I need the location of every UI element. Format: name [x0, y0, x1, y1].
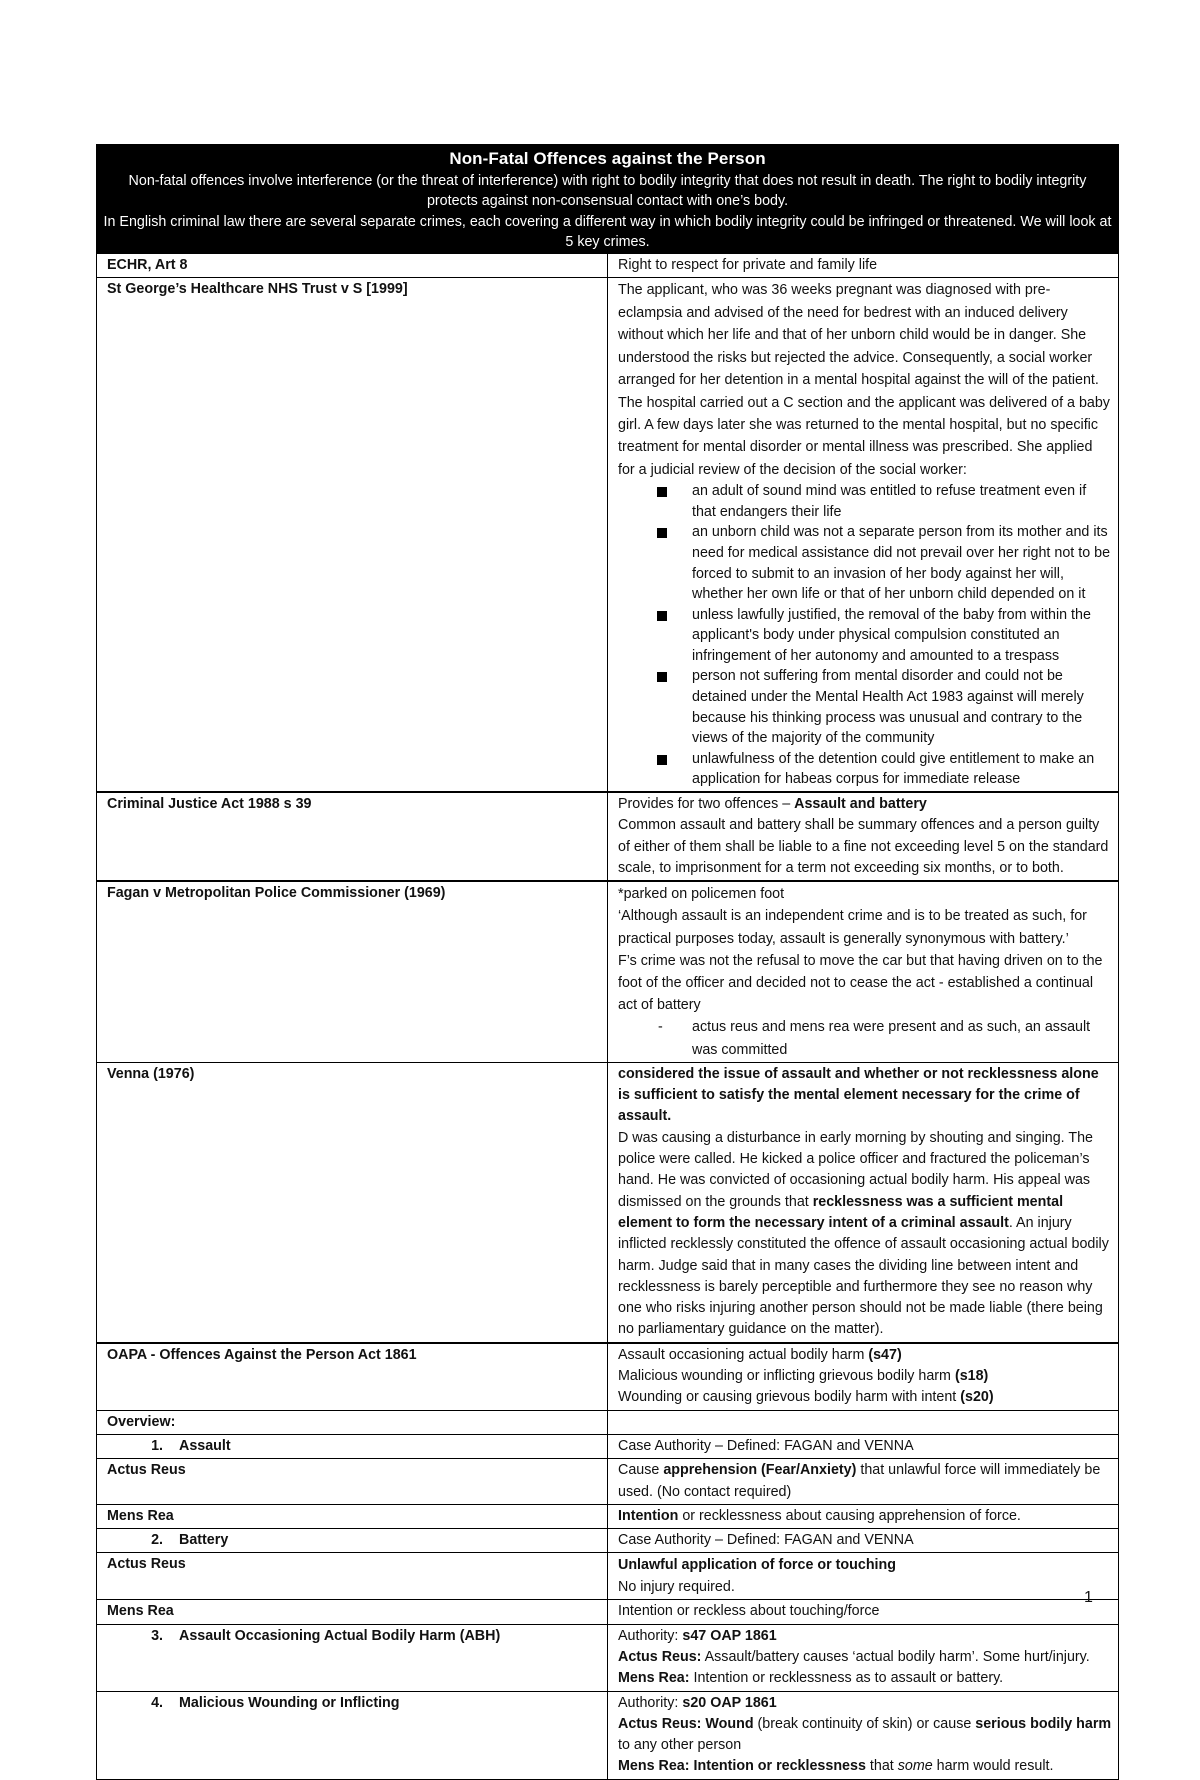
- fagan-dash-list: [618, 1016, 1113, 1060]
- assault-mr-text: or recklessness about causing apprehension of force.: [678, 1507, 1021, 1524]
- st-george-text: The applicant, who was 36 weeks pregnant was diagnosed with pre-eclampsia and advised of the need for bedrest with an induced delivery without which her life and that of her unborn child would be in danger. She understood the risks but rejected the advice. Consequently, a social worker arranged for her detention in a mental hospital against the will of the patient. The hospital carried out a C section and the applicant was delivered of a baby girl. A few days later she was returned to the mental hospital, but no specific treatment for mental disorder or mental illness was prescribed. She applied for a judicial review of the decision of the social worker:: [618, 282, 1110, 478]
- battery-label: Battery: [179, 1532, 229, 1549]
- battery-ar-label: Actus Reus: [97, 1553, 608, 1600]
- notes-table: [96, 144, 1119, 1780]
- st-george-bullets: [618, 481, 1113, 790]
- abh-authority-section: s47 OAP 1861: [682, 1627, 777, 1644]
- wounding-mr-bold: Intention or recklessness: [689, 1758, 866, 1775]
- table-row-fagan: [97, 881, 1119, 1062]
- wounding-mr: [618, 1756, 1113, 1777]
- wounding-ar-bold-2: serious bodily harm: [975, 1715, 1112, 1732]
- table-row-overview: [97, 1410, 1119, 1434]
- cja-label: Criminal Justice Act 1988 s 39: [97, 792, 608, 881]
- header-row: [97, 145, 1119, 254]
- header-intro: Non-fatal offences involve interference (or the threat of interference) with right to bodily integrity that does not result in death. The right to bodily integrity protects against non-consensual contact with one’s body.: [128, 173, 1087, 210]
- list-item: - actus reus and mens rea were present and as such, an assault was committed: [650, 1016, 1113, 1060]
- abh-ar-label: Actus Reus:: [618, 1648, 702, 1665]
- list-item: unless lawfully justified, the removal of the baby from within the applicant's body under physical compulsion constituted an infringement of her autonomy and amounted to a trespass: [650, 605, 1113, 667]
- table-row-echr: [97, 254, 1119, 278]
- assault-ar-text: Cause: [618, 1462, 664, 1479]
- venna-text-bold: recklessness was a sufficient mental element to form the necessary intent of a criminal assault: [618, 1193, 1064, 1231]
- assault-ar-text-2: that unlawful force will immediately be used. (No contact required): [618, 1462, 1101, 1500]
- wounding-ar-text-2: to any other person: [618, 1737, 742, 1754]
- table-row-venna: [97, 1062, 1119, 1342]
- assault-ar-bold: apprehension (Fear/Anxiety): [663, 1462, 857, 1479]
- wounding-mr-label: Mens Rea:: [618, 1758, 690, 1775]
- table-row-assault: [97, 1434, 1119, 1458]
- list-item: an adult of sound mind was entitled to refuse treatment even if that endangers their life: [650, 481, 1113, 522]
- fagan-cell: [608, 881, 1119, 1062]
- oapa-line: [618, 1366, 1113, 1387]
- page-number: 1: [1084, 1589, 1093, 1606]
- abh-label: Assault Occasioning Actual Bodily Harm (ABH): [179, 1627, 501, 1644]
- oapa-line: [618, 1387, 1113, 1408]
- table-row-battery-mr: [97, 1600, 1119, 1624]
- abh-mr-label: Mens Rea:: [618, 1670, 690, 1687]
- wounding-ar-text: (break continuity of skin) or cause: [753, 1715, 976, 1732]
- cja-line1: [618, 794, 1113, 815]
- fagan-label: Fagan v Metropolitan Police Commissioner (1969): [97, 881, 608, 1062]
- battery-ar-text: No injury required.: [618, 1579, 735, 1596]
- assault-label: Assault: [179, 1437, 231, 1454]
- cja-cell: [608, 792, 1119, 881]
- table-row-st-george: [97, 278, 1119, 792]
- oapa-line-text: Assault occasioning actual bodily harm: [618, 1346, 869, 1363]
- table-row-oapa: [97, 1343, 1119, 1410]
- wounding-authority-section: s20 OAP 1861: [682, 1694, 777, 1711]
- header-intro-2: In English criminal law there are several separate crimes, each covering a different way in which bodily integrity could be infringed or threatened. We will look at 5 key crimes.: [103, 213, 1112, 250]
- echr-label: ECHR, Art 8: [97, 254, 608, 278]
- battery-ar-cell: [608, 1553, 1119, 1600]
- table-row-assault-ar: [97, 1459, 1119, 1505]
- oapa-line-section: (s20): [960, 1389, 994, 1406]
- assault-authority: Case Authority – Defined: FAGAN and VENNA: [608, 1434, 1119, 1458]
- cja-line1-text: Provides for two offences –: [618, 796, 795, 813]
- abh-mr-text: Intention or recklessness as to assault or battery.: [689, 1670, 1004, 1687]
- page-title: Non-Fatal Offences against the Person: [449, 149, 766, 168]
- abh-ar-text: Assault/battery causes ‘actual bodily harm’. Some hurt/injury.: [701, 1648, 1090, 1665]
- fagan-text: F’s crime was not the refusal to move the car but that having driven on to the foot of the officer and decided not to cease the act - established a continual act of battery: [618, 952, 1103, 1014]
- assault-ar-label: Actus Reus: [97, 1459, 608, 1505]
- table-row-battery: [97, 1529, 1119, 1553]
- fagan-quote: ‘Although assault is an independent crime and is to be treated as such, for practical purposes today, assault is generally synonymous with battery.’: [618, 908, 1087, 947]
- overview-empty: [608, 1410, 1119, 1434]
- oapa-line-text: Malicious wounding or inflicting grievous bodily harm: [618, 1368, 955, 1385]
- wounding-mr-text: that: [865, 1758, 898, 1775]
- abh-authority-label: Authority:: [618, 1627, 683, 1644]
- wounding-mr-italic: some: [897, 1758, 933, 1775]
- overview-label: Overview:: [97, 1410, 608, 1434]
- list-item: unlawfulness of the detention could give entitlement to make an application for habeas corpus for immediate release: [650, 749, 1113, 790]
- wounding-mr-text-2: harm would result.: [932, 1758, 1054, 1775]
- header-cell: [97, 145, 1119, 254]
- list-item: person not suffering from mental disorder and could not be detained under the Mental Health Act 1983 against will merely because his thinking process was unusual and contrary to the views of the majority of the community: [650, 666, 1113, 748]
- cja-line1-bold: Assault and battery: [794, 796, 927, 813]
- battery-authority: Case Authority – Defined: FAGAN and VENNA: [608, 1529, 1119, 1553]
- abh-cell: [608, 1624, 1119, 1691]
- oapa-cell: [608, 1343, 1119, 1410]
- battery-label-cell: [97, 1529, 608, 1553]
- oapa-label: OAPA - Offences Against the Person Act 1861: [97, 1343, 608, 1410]
- table-row-assault-mr: [97, 1504, 1119, 1528]
- abh-ar: [618, 1647, 1113, 1668]
- battery-ar-bold: Unlawful application of force or touching: [618, 1557, 896, 1574]
- battery-number: 2.: [151, 1532, 163, 1549]
- cja-text: Common assault and battery shall be summary offences and a person guilty of either of them shall be liable to a fine not exceeding level 5 on the standard scale, to imprisonment for a term not exceeding six months, or to both.: [618, 817, 1109, 876]
- wounding-label-cell: [97, 1691, 608, 1779]
- venna-text-1: D was causing a disturbance in early morning by shouting and singing. The police were called. He kicked a police officer and fractured the policeman’s hand. He was convicted of occasioning actual bodily harm. His appeal was dismissed on the grounds that: [618, 1129, 1093, 1210]
- oapa-line: [618, 1345, 1113, 1366]
- fagan-note: *parked on policemen foot: [618, 886, 785, 903]
- venna-label: Venna (1976): [97, 1062, 608, 1342]
- table-row-abh: [97, 1624, 1119, 1691]
- abh-authority: [618, 1626, 1113, 1647]
- assault-number: 1.: [151, 1437, 163, 1454]
- abh-mr: [618, 1668, 1113, 1689]
- battery-mr-label: Mens Rea: [97, 1600, 608, 1624]
- abh-number: 3.: [151, 1627, 163, 1644]
- venna-text: [618, 1128, 1113, 1341]
- table-row-cja: [97, 792, 1119, 881]
- venna-cell: [608, 1062, 1119, 1342]
- oapa-line-section: (s47): [868, 1346, 902, 1363]
- st-george-label: St George’s Healthcare NHS Trust v S [1999]: [97, 278, 608, 792]
- assault-mr-bold: Intention: [618, 1507, 679, 1524]
- oapa-line-section: (s18): [954, 1368, 989, 1385]
- wounding-ar-bold: Wound: [705, 1715, 754, 1732]
- st-george-cell: [608, 278, 1119, 792]
- wounding-ar: [618, 1714, 1113, 1757]
- assault-mr-label: Mens Rea: [97, 1504, 608, 1528]
- table-row-wounding: [97, 1691, 1119, 1779]
- wounding-ar-label: Actus Reus:: [618, 1715, 702, 1732]
- wounding-cell: [608, 1691, 1119, 1779]
- abh-label-cell: [97, 1624, 608, 1691]
- wounding-number: 4.: [151, 1694, 163, 1711]
- battery-mr-text: Intention or reckless about touching/force: [608, 1600, 1119, 1624]
- venna-bold-text: considered the issue of assault and whether or not recklessness alone is sufficient to satisfy the mental element necessary for the crime of assault.: [618, 1065, 1099, 1125]
- echr-text: Right to respect for private and family life: [608, 254, 1119, 278]
- list-item: an unborn child was not a separate person from its mother and its need for medical assistance did not prevail over her right not to be forced to submit to an invasion of her body against her will, whether her own life or that of her unborn child depended on it: [650, 522, 1113, 604]
- assault-ar-cell: [608, 1459, 1119, 1505]
- assault-label-cell: [97, 1434, 608, 1458]
- assault-mr-cell: [608, 1504, 1119, 1528]
- venna-text-2: . An injury inflicted recklessly constituted the offence of assault occasioning actual bodily harm. Judge said that in many cases the dividing line between intent and recklessness is barely perceptible and furthermore they see no reason why one who risks injuring another person should not be made liable (there being no parliamentary guidance on the matter).: [618, 1214, 1109, 1338]
- wounding-authority: [618, 1693, 1113, 1714]
- wounding-authority-label: Authority:: [618, 1694, 683, 1711]
- table-row-battery-ar: [97, 1553, 1119, 1600]
- wounding-label: Malicious Wounding or Inflicting: [179, 1694, 400, 1711]
- oapa-line-text: Wounding or causing grievous bodily harm with intent: [618, 1389, 961, 1406]
